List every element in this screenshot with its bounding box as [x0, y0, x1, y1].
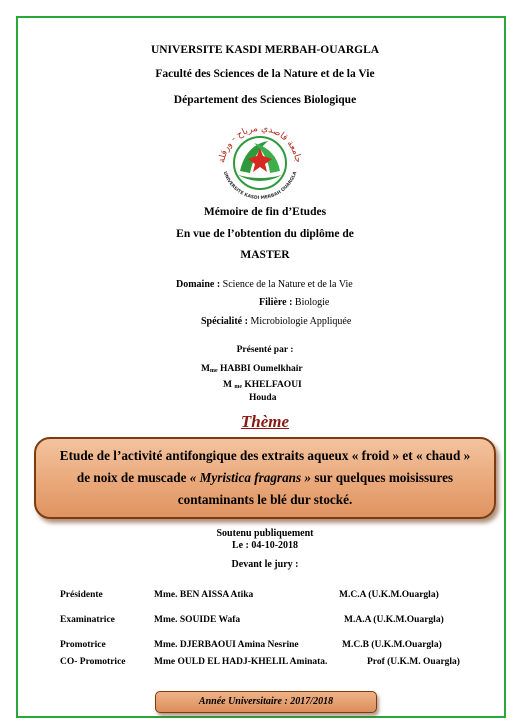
domaine-row: [176, 279, 353, 290]
jury-role: CO- Promotrice: [60, 657, 126, 667]
university-name: UNIVERSITE KASDI MERBAH-OUARGLA: [150, 44, 380, 56]
theme-line2: de noix de muscade « Myristica fragrans » sur quelques moisissures: [76, 470, 454, 485]
specialite-value: Microbiologie Appliquée: [250, 316, 352, 327]
student-2-name-line2: Houda: [249, 393, 277, 403]
theme-line3: contaminants le blé dur stocké.: [177, 492, 353, 507]
student-1: Mme HABBI Oumelkhair: [201, 364, 303, 374]
department-name: Département des Sciences Biologique: [173, 94, 357, 106]
logo-arabic-text: جامعة قاصدي مرباح - ورقلة: [217, 123, 303, 164]
academic-year-badge: Année Universitaire : 2017/2018: [155, 691, 377, 713]
jury-member: Mme. SOUIDE Wafa: [154, 615, 241, 625]
student-2-name: KHELFAOUI: [244, 380, 302, 390]
memoire-line1: Mémoire de fin d’Etudes: [203, 206, 327, 218]
student-2: M me KHELFAOUI: [223, 380, 302, 390]
jury-grade: M.C.A (U.K.M.Ouargla): [339, 590, 439, 600]
jury-grade: M.C.B (U.K.M.Ouargla): [342, 640, 442, 650]
memoire-line2: En vue de l’obtention du diplôme de: [176, 228, 354, 240]
jury-grade: M.A.A (U.K.M.Ouargla): [344, 615, 444, 625]
specialite-label: Spécialité :: [201, 316, 248, 327]
filiere-value: Biologie: [294, 297, 330, 308]
jury-role: Promotrice: [60, 640, 106, 650]
logo-latin-text: UNIVERSITE KASDI MERBAH OUARGLA: [221, 171, 299, 202]
jury-member: Mme. DJERBAOUI Amina Nesrine: [154, 640, 299, 650]
faculty-name: Faculté des Sciences de la Nature et de la Vie: [155, 68, 375, 80]
theme-box: [34, 437, 496, 519]
soutenu-label: Soutenu publiquement: [216, 528, 314, 539]
domaine-value: Science de la Nature et de la Vie: [222, 279, 353, 290]
specialite-row: [201, 316, 351, 327]
filiere-label: Filière :: [259, 297, 293, 308]
university-logo: [210, 115, 310, 203]
jury-label: Devant le jury :: [231, 559, 299, 570]
student-1-name: HABBI Oumelkhair: [220, 364, 303, 374]
theme-line1: Etude de l’activité antifongique des extraits aqueux « froid » et « chaud »: [59, 448, 471, 463]
defense-date: Le : 04-10-2018: [231, 540, 299, 551]
filiere-row: [259, 297, 329, 308]
jury-role: Examinatrice: [60, 615, 115, 625]
memoire-line3: MASTER: [240, 249, 290, 261]
theme-title: Thème: [240, 412, 290, 431]
species-name: « Myristica fragrans »: [189, 470, 312, 485]
jury-member: Mme OULD EL HADJ-KHELIL Aminata.: [154, 657, 328, 667]
jury-member: Mme. BEN AISSA Atika: [154, 590, 254, 600]
jury-role: Présidente: [60, 590, 103, 600]
jury-grade: Prof (U.K.M. Ouargla): [367, 657, 460, 667]
domaine-label: Domaine :: [176, 279, 221, 290]
presented-by-label: Présenté par :: [236, 345, 294, 355]
